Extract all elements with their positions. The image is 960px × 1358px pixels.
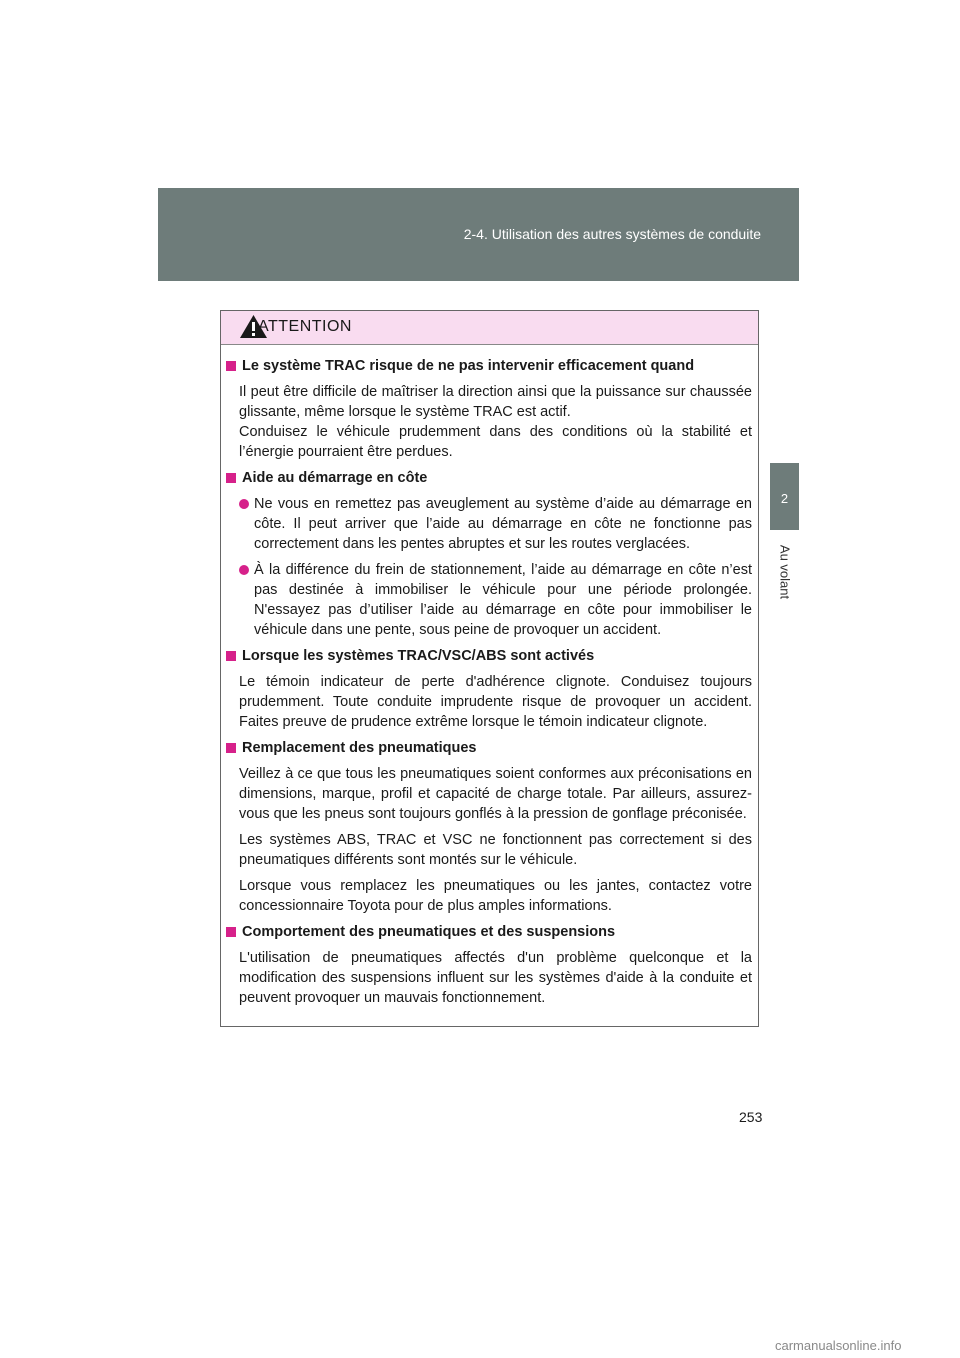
paragraph: Conduisez le véhicule prudemment dans des conditions où la stabilité et l’énergie pourraient être perdues. [239, 424, 752, 460]
round-bullet-icon [239, 499, 249, 509]
page-number: 253 [739, 1109, 763, 1125]
chapter-side-tab [770, 463, 799, 530]
square-bullet-icon [226, 361, 236, 371]
square-bullet-icon [226, 927, 236, 937]
watermark: carmanualsonline.info [775, 1338, 902, 1353]
paragraph: L'utilisation de pneumatiques affectés d'un problème quelconque et la modification des suspensions influent sur les systèmes d'aide à la conduite et peuvent provoquer un mauvais fonctionnement. [239, 950, 752, 1006]
paragraph: Il peut être difficile de maîtriser la direction ainsi que la puissance sur chaussée glissante, même lorsque le système TRAC est actif. [239, 384, 752, 420]
section-heading: Le système TRAC risque de ne pas intervenir efficacement quand [224, 356, 752, 376]
square-bullet-icon [226, 651, 236, 661]
round-bullet-icon [239, 565, 249, 575]
list-item: Ne vous en remettez pas aveuglement au système d’aide au démarrage en côte. Il peut arriver que l’aide au démarrage en côte ne fonctionne pas correctement dans les pentes abruptes et sur les routes verglacées. [224, 494, 752, 554]
paragraph: Le témoin indicateur de perte d'adhérence clignote. Conduisez toujours prudemment. Toute conduite imprudente risque de provoquer un accident. Faites preuve de prudence extrême lorsque le témoin indicateur clignote. [239, 674, 752, 730]
chapter-number: 2 [780, 491, 789, 506]
warning-body [221, 345, 758, 1008]
chapter-side-label-text: Au volant [777, 544, 793, 600]
chapter-side-label [776, 537, 794, 607]
warning-title: ATTENTION [258, 318, 352, 335]
chapter-header-band [158, 188, 799, 281]
section-heading: Remplacement des pneumatiques [224, 738, 752, 758]
chapter-title: 2-4. Utilisation des autres systèmes de conduite [463, 226, 761, 242]
warning-header [221, 311, 758, 345]
list-item: À la différence du frein de stationnement, l’aide au démarrage en côte n’est pas destinée à immobiliser le véhicule pour une période prolongée. N'essayez pas d’utiliser l’aide au démarrage en côte pour immobiliser le véhicule dans une pente, sous peine de provoquer un accident. [224, 560, 752, 640]
warning-box [220, 310, 759, 1027]
square-bullet-icon [226, 473, 236, 483]
paragraph: Lorsque vous remplacez les pneumatiques ou les jantes, contactez votre concessionnaire Toyota pour de plus amples informations. [239, 878, 752, 914]
paragraph: Veillez à ce que tous les pneumatiques soient conformes aux préconisations en dimensions, marque, profil et capacité de charge totale. Par ailleurs, assurez-vous que les pneus sont toujours gonflés à la pression de gonflage préconisée. [239, 766, 752, 822]
section-heading: Lorsque les systèmes TRAC/VSC/ABS sont activés [224, 646, 752, 666]
paragraph: Les systèmes ABS, TRAC et VSC ne fonctionnent pas correctement si des pneumatiques différents sont montés sur le véhicule. [239, 832, 752, 868]
section-heading: Aide au démarrage en côte [224, 468, 752, 488]
square-bullet-icon [226, 743, 236, 753]
section-heading: Comportement des pneumatiques et des suspensions [224, 922, 752, 942]
